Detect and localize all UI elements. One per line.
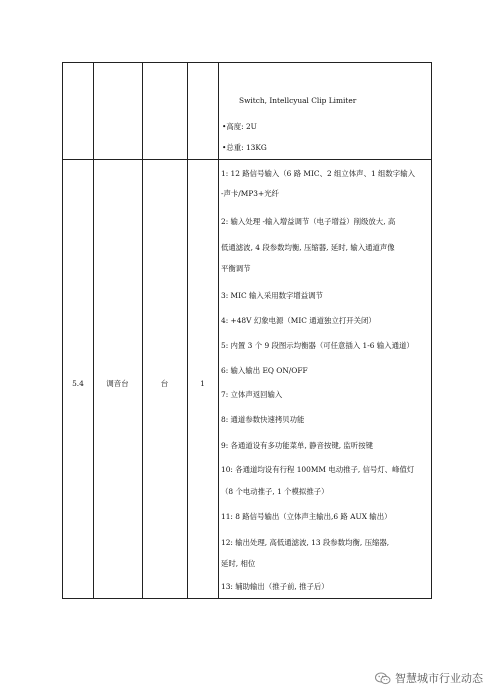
spec-line: 延时, 相位 bbox=[221, 559, 256, 568]
spec-table bbox=[62, 62, 432, 599]
spec-line: -声卡/MP3+光纤 bbox=[221, 189, 279, 198]
col-divider bbox=[218, 63, 219, 598]
spec-line: 6: 输入输出 EQ ON/OFF bbox=[221, 366, 308, 375]
spec-line: •高度: 2U bbox=[222, 122, 257, 131]
item-qty: 1 bbox=[200, 379, 205, 388]
spec-line: 10: 各通道均设有行程 100MM 电动推子, 信号灯、峰值灯 bbox=[221, 465, 415, 474]
item-index: 5.4 bbox=[72, 379, 84, 388]
col-divider bbox=[93, 63, 94, 598]
spec-line: •总重: 13KG bbox=[222, 143, 267, 152]
spec-line: 7: 立体声返回输入 bbox=[221, 390, 283, 399]
row-divider bbox=[63, 159, 431, 160]
spec-line: 4: +48V 幻象电源（MIC 通道独立打开关闭） bbox=[221, 316, 376, 325]
col-divider bbox=[142, 63, 143, 598]
spec-line: 9: 各通道设有多功能菜单, 静音按键, 监听按键 bbox=[221, 441, 373, 450]
wechat-icon bbox=[375, 672, 391, 685]
col-divider bbox=[187, 63, 188, 598]
spec-line: 2: 输入处理 -输入增益调节（电子增益）削级放大, 高 bbox=[221, 217, 396, 226]
spec-line: 低通滤波, 4 段参数均衡, 压缩器, 延时, 输入通道声像 bbox=[221, 243, 395, 252]
item-unit: 台 bbox=[160, 379, 169, 388]
spec-line: 12: 输出处理, 高低通滤波, 13 段参数均衡, 压缩器, bbox=[221, 538, 390, 547]
spec-line: 8: 通道参数快速拷贝功能 bbox=[221, 415, 305, 424]
spec-line: 13: 辅助输出（推子前, 推子后） bbox=[221, 582, 329, 591]
spec-line: 平衡调节 bbox=[221, 264, 251, 273]
spec-line: 3: MIC 输入采用数字增益调节 bbox=[221, 291, 323, 300]
spec-line: 5: 内置 3 个 9 段图示均衡器（可任意插入 1-6 输入通道） bbox=[221, 341, 414, 350]
spec-line: 1: 12 路信号输入（6 路 MIC、2 组立体声、1 组数字输入 bbox=[221, 169, 415, 178]
item-name: 调音台 bbox=[106, 379, 129, 388]
spec-line: （8 个电动推子, 1 个模拟推子） bbox=[221, 487, 329, 496]
spec-line: Switch, Intellcyual Clip Limiter bbox=[239, 96, 357, 105]
spec-line: 11: 8 路信号输出（立体声主输出,6 路 AUX 输出） bbox=[221, 512, 392, 521]
watermark-text: 智慧城市行业动态 bbox=[395, 672, 483, 685]
watermark bbox=[375, 670, 483, 686]
